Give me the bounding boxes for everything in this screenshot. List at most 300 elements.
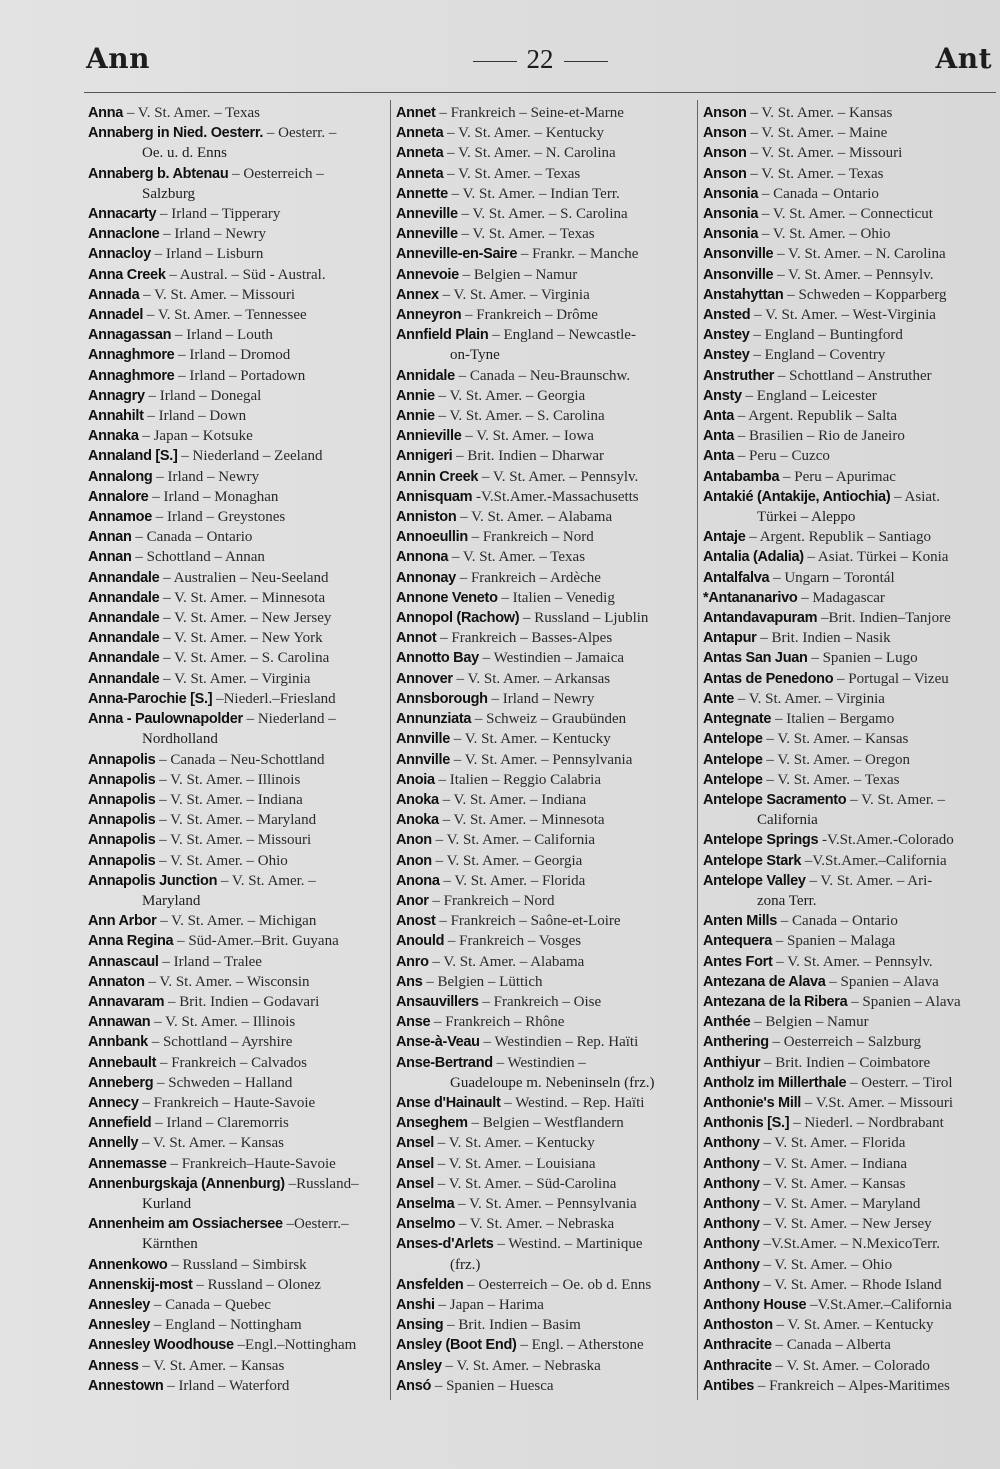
gazetteer-entry — [88, 750, 384, 770]
place-name: Anten Mills — [703, 913, 778, 930]
gazetteer-entry — [396, 891, 692, 911]
gazetteer-entry — [88, 871, 384, 891]
place-name: Anses-d'Arlets — [396, 1236, 494, 1253]
place-name: Anthony House — [703, 1296, 807, 1313]
gazetteer-entry — [88, 103, 384, 123]
place-location: – V. St. Amer. – Texas — [451, 549, 586, 566]
gazetteer-entry — [88, 446, 384, 466]
place-location: – V. St. Amer. – Indiana — [159, 791, 303, 808]
place-location: – V. St. Amer. – N. Carolina — [447, 145, 616, 162]
place-name: Anon — [396, 832, 432, 849]
gazetteer-entry — [703, 244, 999, 264]
place-name: Annopol (Rachow) — [396, 610, 520, 627]
gazetteer-entry — [703, 426, 999, 446]
place-location: – V. St. Amer. – Ohio — [763, 1256, 893, 1273]
gazetteer-entry — [396, 568, 692, 588]
gazetteer-entry — [703, 1154, 999, 1174]
place-location: – Frankreich – Drôme — [465, 307, 598, 324]
place-location: – Frankreich – Nord — [432, 892, 555, 909]
gazetteer-entry — [396, 1194, 692, 1214]
place-location: – V. St. Amer. – Virginia — [442, 286, 590, 303]
place-location: – Ungarn – Torontál — [773, 569, 895, 586]
gazetteer-entry — [703, 123, 999, 143]
place-name: Anneta — [396, 145, 444, 162]
gazetteer-entry — [703, 1234, 999, 1254]
place-name: Antes Fort — [703, 953, 773, 970]
place-name: Anthoston — [703, 1317, 773, 1334]
place-name: Annagry — [88, 387, 145, 404]
column-divider — [697, 100, 698, 1400]
place-location: – V. St. Amer. – Oregon — [766, 751, 911, 768]
place-location: – Canada – Neu-Braunschw. — [458, 367, 631, 384]
gazetteer-entry — [396, 1214, 692, 1234]
place-location: – V. St. Amer. – Kansas — [142, 1135, 284, 1152]
place-location: – Austral. – Süd - Austral. — [169, 266, 326, 283]
gazetteer-entry — [703, 325, 999, 345]
place-name: Antholz im Millerthale — [703, 1074, 847, 1091]
place-name: Anneyron — [396, 307, 462, 324]
place-name: Anse-à-Veau — [396, 1034, 480, 1051]
place-location: – Niederland – — [246, 711, 336, 728]
place-location: – Westind. – Rep. Haïti — [504, 1094, 645, 1111]
gazetteer-entry — [396, 608, 692, 628]
place-location: – V. St. Amer. – Ohio — [159, 852, 288, 869]
place-location: – Brit. Indien – Dharwar — [456, 448, 605, 465]
gazetteer-entry — [396, 1356, 692, 1376]
place-location: – Frankreich – Basses-Alpes — [440, 630, 613, 647]
place-name: Annapolis — [88, 751, 156, 768]
place-location: – V. St. Amer. – Wisconsin — [148, 973, 310, 990]
place-name: Anneta — [396, 125, 444, 142]
gazetteer-entry — [396, 1275, 692, 1295]
place-location: – Irland – Monaghan — [152, 488, 279, 505]
gazetteer-entry — [88, 992, 384, 1012]
place-name: Anoka — [396, 812, 439, 829]
place-location: – Russland – Ljublin — [523, 610, 649, 627]
gazetteer-entry — [396, 305, 692, 325]
entry-continuation: zona Terr. — [757, 892, 817, 909]
gazetteer-entry — [88, 1073, 384, 1093]
place-location: – V. St. Amer. – Pennsylvania — [458, 1195, 637, 1212]
gazetteer-entry — [88, 1012, 384, 1032]
place-name: Anneberg — [88, 1074, 154, 1091]
place-location: – V. St. Amer. – Minnesota — [442, 812, 605, 829]
gazetteer-entry — [703, 608, 999, 628]
place-name: Anthracite — [703, 1337, 772, 1354]
place-name: Ansfelden — [396, 1276, 464, 1293]
gazetteer-entry — [703, 305, 999, 325]
gazetteer-entry — [703, 406, 999, 426]
place-location: – Canada – Alberta — [775, 1337, 891, 1354]
place-name: Anna — [88, 105, 124, 121]
gazetteer-entry — [88, 467, 384, 487]
gazetteer-entry — [703, 1255, 999, 1275]
place-location: – V. St. Amer. – Georgia — [438, 387, 586, 404]
place-location: – V. St. Amer. – Alabama — [432, 953, 585, 970]
place-name: Ansonia — [703, 185, 759, 202]
place-name: Annoeullin — [396, 529, 468, 546]
place-name: Anness — [88, 1357, 139, 1374]
place-location: – V. St. Amer. – Texas — [766, 771, 900, 788]
gazetteer-entry — [396, 487, 692, 507]
place-location: – V. St. Amer. – Kentucky — [437, 1135, 595, 1152]
gazetteer-entry — [396, 709, 692, 729]
column-divider — [390, 100, 391, 1400]
place-name: Annenburgskaja (Annenburg) — [88, 1175, 285, 1192]
place-location: – Brit. Indien – Coimbatore — [763, 1054, 931, 1071]
place-location: – Irland – Tralee — [162, 953, 262, 970]
place-location: – Schweden – Kopparberg — [787, 286, 947, 303]
place-location: – V. St. Amer. – Florida — [763, 1135, 906, 1152]
place-name: Anshi — [396, 1296, 435, 1313]
place-name: Annalong — [88, 468, 153, 485]
place-name: Ansley — [396, 1357, 442, 1374]
column-2 — [396, 103, 692, 1463]
place-location: – Schweiz – Graubünden — [474, 711, 627, 728]
place-name: Annin Creek — [396, 468, 479, 485]
gazetteer-entry — [88, 325, 384, 345]
gazetteer-entry — [396, 224, 692, 244]
place-name: Ansonia — [703, 226, 759, 243]
place-name: Anniston — [396, 509, 457, 526]
place-name: Annigeri — [396, 448, 453, 465]
place-location: – England – Leicester — [745, 387, 877, 404]
place-name: Annonay — [396, 569, 456, 586]
place-name: Annaclone — [88, 226, 160, 243]
place-location: – V. St. Amer. – Maryland — [763, 1195, 921, 1212]
place-name: Annbank — [88, 1034, 148, 1051]
gazetteer-entry — [703, 1214, 999, 1234]
gazetteer-entry — [396, 648, 692, 668]
place-name: Anselmo — [396, 1216, 456, 1233]
place-name: Antapur — [703, 630, 757, 647]
place-location: – Argent. Republik – Salta — [737, 408, 898, 425]
gazetteer-entry — [396, 588, 692, 608]
place-name: Antalia (Adalia) — [703, 549, 804, 566]
place-name: Annadel — [88, 307, 144, 324]
place-location: – V. St. Amer. – — [850, 791, 946, 808]
place-location: – V. St. Amer. – Nebraska — [445, 1357, 601, 1374]
gazetteer-entry — [703, 386, 999, 406]
place-name: Annan — [88, 549, 132, 566]
gazetteer-entry — [88, 1214, 384, 1234]
place-name: Antequera — [703, 933, 773, 950]
place-location: – Engl. – Atherstone — [520, 1337, 644, 1354]
place-location: – Frankreich – Vosges — [447, 933, 582, 950]
gazetteer-entry — [88, 648, 384, 668]
place-name: Anstruther — [703, 367, 775, 384]
gazetteer-entry — [703, 487, 999, 507]
place-location: – V. St. Amer. – Indian Terr. — [451, 185, 620, 202]
place-name: Anson — [703, 125, 747, 142]
place-name: Annieville — [396, 428, 462, 445]
place-location: – Irland – Donegal — [148, 387, 262, 404]
gazetteer-entry — [396, 952, 692, 972]
place-location: – England – Nottingham — [153, 1317, 302, 1334]
place-name: Anould — [396, 933, 445, 950]
gazetteer-entry — [703, 931, 999, 951]
place-location: – V. St. Amer. – New York — [163, 630, 323, 647]
place-location: – Frankreich–Haute-Savoie — [170, 1155, 336, 1172]
gazetteer-entry — [88, 1356, 384, 1376]
place-name: Annaberg in Nied. Oesterr. — [88, 125, 264, 142]
place-location: – Brit. Indien – Basim — [447, 1317, 581, 1334]
place-location: – V. St. Amer. – Kentucky — [447, 125, 605, 142]
place-location: – Canada – Ontario — [761, 185, 879, 202]
gazetteer-entry — [88, 568, 384, 588]
gazetteer-entry — [396, 1315, 692, 1335]
entry-continuation: Salzburg — [142, 185, 196, 202]
place-name: Anse d'Hainault — [396, 1094, 501, 1111]
place-location: – V. St. Amer. – Indiana — [763, 1155, 908, 1172]
place-location: – Süd-Amer.–Brit. Guyana — [177, 933, 339, 950]
place-location: – Madagascar — [801, 589, 885, 606]
place-name: Antas San Juan — [703, 650, 808, 667]
gazetteer-entry — [396, 527, 692, 547]
place-name: Antalfalva — [703, 569, 770, 586]
place-location: – V. St. Amer. – New Jersey — [763, 1216, 932, 1233]
gazetteer-entry — [396, 911, 692, 931]
place-location: – Irland – Portadown — [178, 367, 306, 384]
place-location: – Frankreich – Nord — [471, 529, 594, 546]
gazetteer-entry — [703, 103, 999, 123]
place-name: Anthonis [S.] — [703, 1115, 790, 1132]
gazetteer-entry — [396, 1053, 692, 1073]
place-name: Annawan — [88, 1014, 151, 1031]
place-location: – V. St. Amer. – — [220, 872, 316, 889]
gazetteer-entry — [396, 972, 692, 992]
gazetteer-entry — [88, 790, 384, 810]
place-name: Annavaram — [88, 993, 165, 1010]
page-number — [460, 44, 620, 75]
place-location: – Oesterr. – — [266, 125, 337, 142]
place-name: Ann Arbor — [88, 913, 157, 930]
place-location: – Irland – Dromod — [178, 347, 291, 364]
gazetteer-entry — [88, 1295, 384, 1315]
place-name: Anta — [703, 428, 735, 445]
gazetteer-entry — [88, 406, 384, 426]
gazetteer-entry — [703, 204, 999, 224]
place-location: – Peru – Apurimac — [783, 468, 896, 485]
gazetteer-entry — [703, 527, 999, 547]
place-location: – V. St. Amer. – Maryland — [159, 812, 317, 829]
place-location: – Irland – Newry — [163, 226, 267, 243]
gazetteer-entry — [88, 1315, 384, 1335]
place-name: Antaje — [703, 529, 746, 546]
place-name: Annagassan — [88, 327, 172, 344]
place-location: – Frankreich – Ardèche — [459, 569, 601, 586]
place-name: Annapolis — [88, 791, 156, 808]
place-name: Antelope — [703, 731, 763, 748]
place-location: – Brit. Indien – Godavari — [168, 993, 320, 1010]
gazetteer-entry — [396, 406, 692, 426]
gazetteer-entry — [88, 345, 384, 365]
gazetteer-entry — [703, 689, 999, 709]
place-location: –V.St.Amer.–California — [804, 852, 947, 869]
place-name: Anse — [396, 1014, 431, 1031]
gazetteer-entry — [703, 1174, 999, 1194]
place-location: – Niederland – Zeeland — [181, 448, 323, 465]
place-name: Antandavapuram — [703, 610, 818, 627]
place-name: Anta — [703, 448, 735, 465]
gazetteer-entry — [396, 1154, 692, 1174]
place-name: Annaghmore — [88, 367, 175, 384]
gazetteer-entry — [88, 1376, 384, 1396]
place-name: Annalore — [88, 488, 149, 505]
place-name: Anson — [703, 145, 747, 162]
place-location: – Frankreich – Calvados — [159, 1054, 307, 1071]
place-location: – Spanien – Alava — [829, 973, 939, 990]
place-location: – V. St. Amer. – Texas — [447, 165, 581, 182]
gazetteer-entry — [88, 851, 384, 871]
gazetteer-entry — [88, 426, 384, 446]
place-name: Anthony — [703, 1236, 760, 1253]
gazetteer-entry — [703, 952, 999, 972]
place-location: – V. St. Amer. – Pennsylvania — [453, 751, 633, 768]
place-name: Anson — [703, 105, 747, 121]
place-name: Ansó — [396, 1377, 432, 1394]
gazetteer-entry — [88, 386, 384, 406]
place-location: – V. St. Amer. – Kentucky — [453, 731, 611, 748]
place-location: – Oesterr. – Tirol — [850, 1074, 953, 1091]
gazetteer-entry — [703, 366, 999, 386]
place-name: Antelope Valley — [703, 872, 806, 889]
place-name: Anneville-en-Saire — [396, 246, 518, 263]
place-name: Ansauvillers — [396, 993, 479, 1010]
place-name: Annefield — [88, 1115, 152, 1132]
place-name: Ansonia — [703, 206, 759, 223]
place-name: Anthony — [703, 1216, 760, 1233]
gazetteer-entry — [88, 1335, 384, 1355]
place-name: Annapolis — [88, 852, 156, 869]
place-name: Annaton — [88, 973, 145, 990]
gazetteer-entry — [703, 628, 999, 648]
gazetteer-entry — [88, 1113, 384, 1133]
place-location: – V. St. Amer. – Pennsylv. — [776, 953, 933, 970]
place-name: Annecy — [88, 1094, 139, 1111]
place-location: –Oesterr.– — [286, 1216, 349, 1233]
place-location: – V. St. Amer. – N. Carolina — [777, 246, 946, 263]
place-location: – Spanien – Huesca — [434, 1377, 554, 1394]
place-location: – Schweden – Halland — [157, 1074, 293, 1091]
gazetteer-entry — [396, 1113, 692, 1133]
place-location: – Spanien – Lugo — [811, 650, 918, 667]
gazetteer-entry — [88, 911, 384, 931]
place-location: – Canada – Ontario — [780, 913, 898, 930]
place-name: Annahilt — [88, 408, 144, 425]
place-name: Annot — [396, 630, 437, 647]
gazetteer-entry — [703, 1356, 999, 1376]
gazetteer-entry — [88, 709, 384, 729]
place-name: Annada — [88, 286, 140, 303]
place-location: – Frankreich – Seine-et-Marne — [439, 105, 624, 121]
place-location: – Belgien – Lüttich — [426, 973, 543, 990]
place-location: – V. St. Amer. – Ari- — [809, 872, 933, 889]
place-location: – V. St. Amer. – S. Carolina — [163, 650, 330, 667]
place-name: Annestown — [88, 1377, 164, 1394]
gazetteer-entry — [703, 446, 999, 466]
gazetteer-entry — [703, 1275, 999, 1295]
gazetteer-entry — [88, 204, 384, 224]
place-name: Ansonville — [703, 266, 774, 283]
place-name: Annapolis — [88, 812, 156, 829]
gazetteer-entry — [396, 164, 692, 184]
place-location: – V. St. Amer. – S. Carolina — [461, 206, 628, 223]
place-location: – Frankreich – Alpes-Maritimes — [757, 1377, 950, 1394]
place-name: Annaberg b. Abtenau — [88, 165, 229, 182]
gazetteer-entry — [396, 507, 692, 527]
place-name: Anthony — [703, 1155, 760, 1172]
place-name: Annone Veneto — [396, 589, 498, 606]
place-name: Annandale — [88, 670, 160, 687]
gazetteer-entry — [703, 164, 999, 184]
gazetteer-entry — [396, 123, 692, 143]
gazetteer-entry — [703, 143, 999, 163]
place-location: – V. St. Amer. – Georgia — [435, 852, 583, 869]
place-name: Anneville — [396, 226, 458, 243]
gazetteer-entry — [703, 1032, 999, 1052]
place-location: -V.St.Amer.-Colorado — [822, 832, 954, 849]
place-name: Annandale — [88, 589, 160, 606]
place-location: – V. St. Amer. – Kansas — [142, 1357, 285, 1374]
gazetteer-entry — [396, 931, 692, 951]
place-name: Anro — [396, 953, 429, 970]
place-location: –Niederl.–Friesland — [216, 690, 336, 707]
gazetteer-entry — [396, 689, 692, 709]
place-location: – V. St. Amer. – Missouri — [750, 145, 903, 162]
place-location: – Italien – Reggio Calabria — [438, 771, 601, 788]
gazetteer-entry — [396, 244, 692, 264]
place-name: Annie — [396, 408, 435, 425]
place-location: – Irland – Claremorris — [155, 1115, 289, 1132]
place-name: Annacloy — [88, 246, 151, 263]
gazetteer-entry — [88, 952, 384, 972]
entry-continuation: Kärnthen — [142, 1236, 198, 1253]
place-location: – Irland – Newry — [491, 690, 595, 707]
gazetteer-entry — [396, 750, 692, 770]
place-location: – Italien – Bergamo — [774, 711, 895, 728]
place-location: – Brit. Indien – Nasik — [760, 630, 891, 647]
gazetteer-entry — [396, 467, 692, 487]
gazetteer-entry — [703, 1012, 999, 1032]
place-location: – Irland – Lisburn — [154, 246, 264, 263]
page-number-value: 22 — [526, 44, 554, 74]
place-name: Annie — [396, 387, 435, 404]
gazetteer-entry — [88, 588, 384, 608]
gazetteer-entry — [703, 1295, 999, 1315]
place-name: *Antananarivo — [703, 589, 798, 606]
gazetteer-entry — [703, 1093, 999, 1113]
entry-continuation: Guadeloupe m. Nebeninseln (frz.) — [450, 1074, 655, 1091]
gazetteer-entry — [88, 628, 384, 648]
gazetteer-entry — [396, 1093, 692, 1113]
gazetteer-entry — [396, 790, 692, 810]
place-name: Annex — [396, 286, 439, 303]
gazetteer-entry — [88, 164, 384, 184]
gazetteer-entry — [703, 345, 999, 365]
place-location: – Japan – Harima — [438, 1296, 544, 1313]
gazetteer-entry — [88, 830, 384, 850]
gazetteer-entry — [396, 871, 692, 891]
gazetteer-entry — [703, 1315, 999, 1335]
place-name: Annapolis — [88, 832, 156, 849]
place-location: – V. St. Amer. – Iowa — [465, 428, 594, 445]
place-name: Ante — [703, 690, 735, 707]
gazetteer-entry — [703, 588, 999, 608]
gazetteer-entry — [703, 770, 999, 790]
place-name: Annona — [396, 549, 449, 566]
place-location: – England – Coventry — [753, 347, 886, 364]
